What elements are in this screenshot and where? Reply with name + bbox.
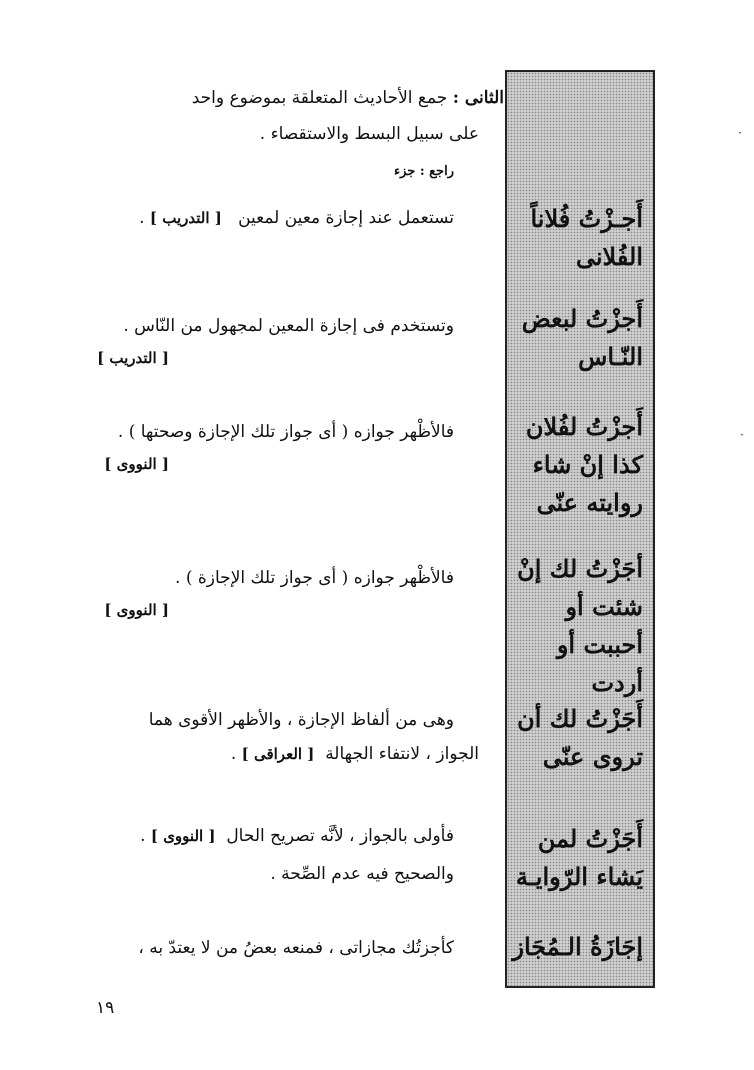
term-7: إجَازَةُ الـمُجَاز bbox=[512, 932, 643, 961]
definition-6-end: . bbox=[140, 826, 146, 846]
definition-5-line-2 bbox=[231, 742, 479, 766]
terms-column bbox=[505, 70, 655, 988]
term-2: أَجزْتُ لبعض النّـاس bbox=[521, 304, 643, 371]
term-1: أَجـزْتُ فُلاناً الفُلانى bbox=[530, 204, 643, 271]
intro-line-1 bbox=[84, 86, 504, 110]
definition-5-line-1: وهى من ألفاظ الإجازة ، والأظهر الأقوى هما bbox=[148, 710, 454, 730]
definition-1-source: [ التدريب ] bbox=[149, 209, 222, 227]
definition-5-source: [ العراقى ] bbox=[241, 745, 315, 763]
intro-ref: راجع : جزء bbox=[393, 164, 454, 179]
definition-5-end: . bbox=[230, 744, 237, 764]
definition-4-line-1: فالأظْهر جوازه ( أى جواز تلك الإجازة ) . bbox=[175, 568, 454, 588]
definition-7-line-1: كأجزتُك مجازاتى ، فمنعه بعضُ من لا يعتدّ به ، bbox=[138, 938, 454, 958]
definition-2-source: [ التدريب ] bbox=[97, 349, 169, 367]
definition-1-text: تستعمل عند إجازة معين لمعين bbox=[238, 208, 454, 228]
definition-6-text: فأولى بالجواز ، لأنَّه تصريح الحال bbox=[226, 826, 454, 846]
definition-6-line-1 bbox=[140, 824, 454, 848]
definition-3-line-1: فالأظْهر جوازه ( أى جواز تلك الإجازة وصحتها ) . bbox=[117, 422, 454, 442]
term-3: أَجزْتُ لفُلان كذا إنْ شاء روايته عنّى bbox=[525, 412, 643, 517]
intro-label: الثانى : bbox=[452, 88, 504, 108]
definition-4-source: [ النووى ] bbox=[104, 601, 169, 619]
definition-1-end: . bbox=[139, 208, 145, 228]
term-6: أَجَزْتُ لمن يَشاء الرّوايـة bbox=[515, 824, 643, 891]
definition-3-source: [ النووى ] bbox=[104, 455, 169, 473]
definition-1 bbox=[139, 206, 454, 230]
page-number: ١٩ bbox=[96, 998, 115, 1018]
definition-2-line-1: وتستخدم فى إجازة المعين لمجهول من النّاس . bbox=[123, 316, 454, 336]
scan-edge-mark: · bbox=[740, 428, 744, 442]
intro-line-2: على سبيل البسط والاستقصاء . bbox=[259, 124, 479, 144]
term-5: أَجَزْتُ لك أن تروى عنّى bbox=[517, 704, 643, 771]
term-4: أجَزْتُ لك إنْ شئت أو أحببت أو أردت bbox=[517, 554, 643, 697]
definition-6-source: [ النووى ] bbox=[150, 827, 216, 845]
definition-6-line-2: والصحيح فيه عدم الصِّحة . bbox=[270, 864, 454, 884]
scan-edge-mark: · bbox=[738, 126, 742, 140]
intro-text-1: جمع الأحاديث المتعلقة بموضوع واحد bbox=[191, 88, 448, 108]
definition-5-text-2: الجواز ، لانتفاء الجهالة bbox=[325, 744, 479, 764]
